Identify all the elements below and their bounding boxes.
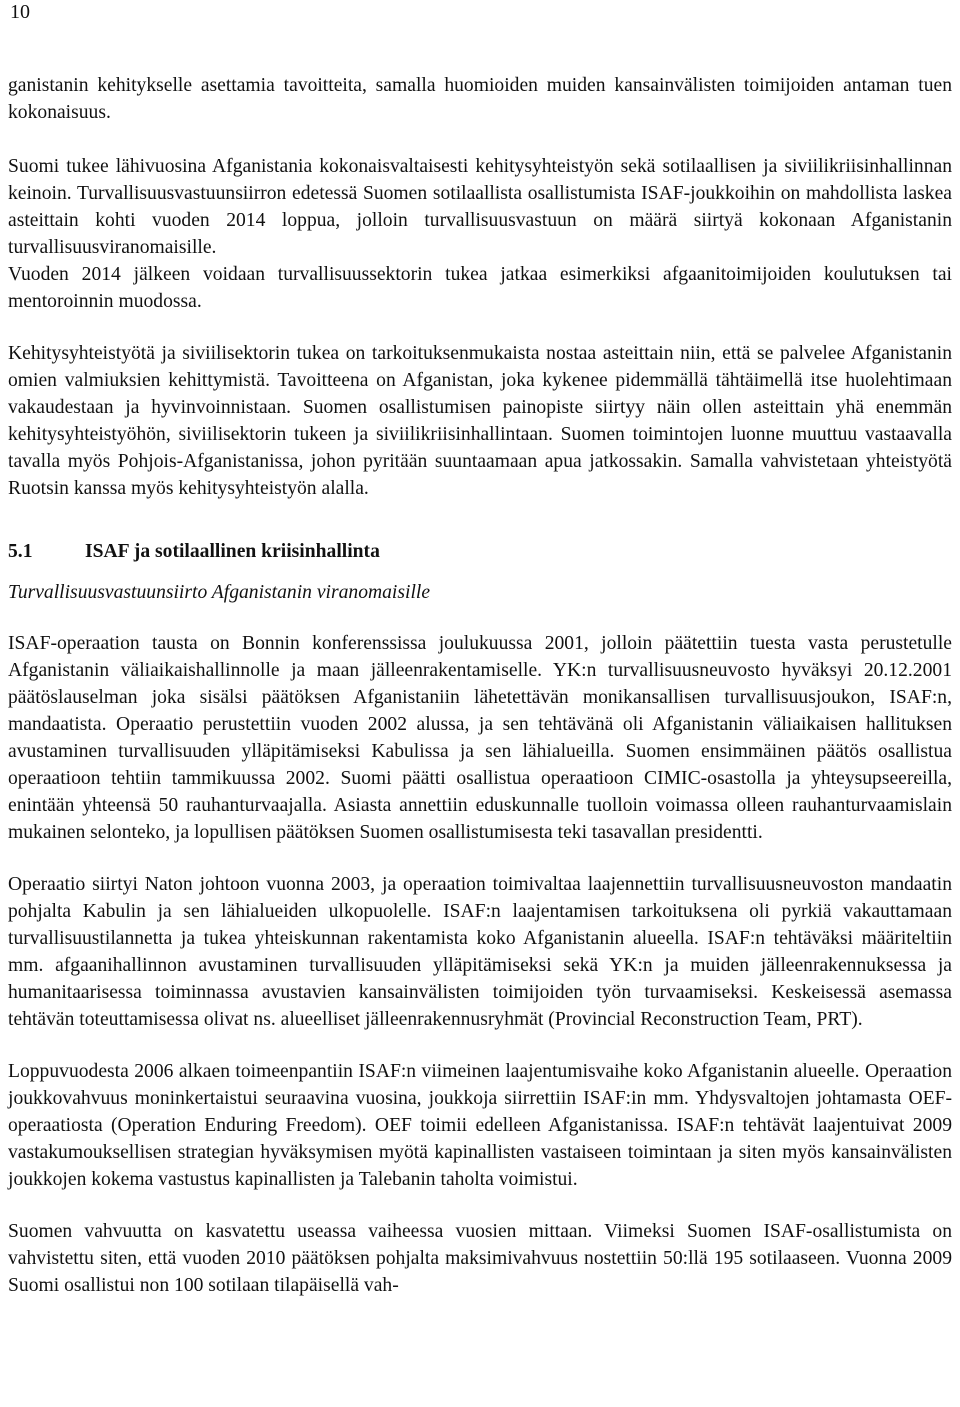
paragraph: Operaatio siirtyi Naton johtoon vuonna 2003, ja operaation toimivaltaa laajennettiin turvallisuusneuvoston mandaatin pohjalta Kabulin ja sen lähialueiden ulkopuolelle. ISAF:n laajentamisen tarkoituksena oli pyrkiä vakauttamaan turvallisuustilannetta ja tukea yhteiskunnan rakentamista koko Afganistanin alueella. ISAF:n tehtäväksi määriteltiin mm. afgaanihallinnon avustaminen turvallisuuden ylläpitämiseksi sekä YK:n ja muiden jälleenrakennuksessa ja humanitaarisessa toiminnassa avustavien kansainvälisten toimijoiden työn turvaamiseksi. Keskeisessä asemassa tehtävän toteuttamisessa olivat ns. alueelliset jälleenrakennusryhmät (Provincial Reconstruction Team, PRT).: [8, 874, 952, 1030]
paragraph: ganistanin kehitykselle asettamia tavoitteita, samalla huomioiden muiden kansainvälisten toimijoiden antaman tuen kokonaisuus.: [8, 75, 952, 123]
section-heading: [8, 538, 952, 565]
document-body: [8, 72, 952, 1324]
paragraph: Vuoden 2014 jälkeen voidaan turvallisuussektorin tukea jatkaa esimerkiksi afgaanitoimijoiden koulutuksen tai mentoroinnin muodossa.: [8, 264, 952, 312]
paragraph: Kehitysyhteistyötä ja siviilisektorin tukea on tarkoituksenmukaista nostaa asteittain niin, että se palvelee Afganistanin omien valmiuksien kehittymistä. Tavoitteena on Afganistan, joka kykenee pidemmällä tähtäimellä itse huolehtimaan vakaudestaan ja hyvinvoinnistaan. Suomen osallistumisen painopiste siirtyy näin ollen asteittain yhä enemmän kehitysyhteistyöhön, siviilisektorin tukeen ja siviilikriisinhallintaan. Suomen toimintojen luonne muuttuu vastaavalla tavalla myös Pohjois-Afganistanissa, johon pyritään suuntaamaan apua jatkossakin. Samalla vahvistetaan yhteistyötä Ruotsin kanssa myös kehitysyhteistyön alalla.: [8, 343, 952, 499]
section-subtitle: Turvallisuusvastuunsiirto Afganistanin viranomaisille: [8, 582, 431, 603]
paragraph: Loppuvuodesta 2006 alkaen toimeenpantiin ISAF:n viimeinen laajentumisvaihe koko Afganistanin alueelle. Operaation joukkovahvuus moninkertaistui seuraavina vuosina, joukkoja siirrettiin ISAF:in mm. Yhdysvaltojen johtamasta OEF-operaatiosta (Operation Enduring Freedom). OEF toimii edelleen Afganistanissa. ISAF:n tehtävät laajentuivat 2009 vastakumouksellisen strategian hyväksymisen myötä kapinallisten vastaiseen toimintaan ja siten myös kansainvälisten joukkojen kokema vastustus kapinallisten ja Talebanin taholta voimistui.: [8, 1061, 952, 1190]
section-title: ISAF ja sotilaallinen kriisinhallinta: [85, 541, 380, 562]
page-number: 10: [10, 1, 30, 23]
paragraph: ISAF-operaation tausta on Bonnin konferenssissa joulukuussa 2001, jolloin päätettiin tuesta vasta perustetulle Afganistanin väliaikaishallinnolle ja maan jälleenrakentamiselle. YK:n turvallisuusneuvosto hyväksyi 20.12.2001 päätöslauselman joka sisälsi päätöksen Afganistaniin lähetettävän monikansallisen turvallisuusjoukon, ISAF:n, mandaatista. Operaatio perustettiin vuoden 2002 alussa, ja sen tehtävänä oli Afganistanin väliaikaisen hallituksen avustaminen turvallisuuden ylläpitämiseksi Kabulissa ja sen lähialueilla. Suomen ensimmäinen päätös osallistua operaatioon tehtiin tammikuussa 2002. Suomi päätti osallistua operaatioon CIMIC-osastolla ja yhteysupseereilla, enintään yhteensä 50 rauhanturvaajalla. Asiasta annettiin eduskunnalle tuolloin voimassa olleen rauhanturvaamislain mukainen selonteko, ja lopullisen päätöksen Suomen osallistumisesta teki tasavallan presidentti.: [8, 633, 952, 843]
paragraph: Suomen vahvuutta on kasvatettu useassa vaiheessa vuosien mittaan. Viimeksi Suomen ISAF-osallistumista on vahvistettu siten, että vuoden 2010 päätöksen pohjalta maksimivahvuus nostettiin 50:llä 195 sotilaaseen. Vuonna 2009 Suomi osallistui non 100 sotilaan tilapäisellä vah-: [8, 1221, 952, 1296]
paragraph: Suomi tukee lähivuosina Afganistania kokonaisvaltaisesti kehitysyhteistyön sekä sotilaallisen ja siviilikriisinhallinnan keinoin. Turvallisuusvastuunsiirron edetessä Suomen sotilaallista osallistumista ISAF-joukkoihin on mahdollista laskea asteittain kohti vuoden 2014 loppua, jolloin turvallisuusvastuun on määrä siirtyä kokonaan Afganistanin turvallisuusviranomaisille.: [8, 156, 952, 258]
section-number: 5.1: [8, 541, 33, 562]
